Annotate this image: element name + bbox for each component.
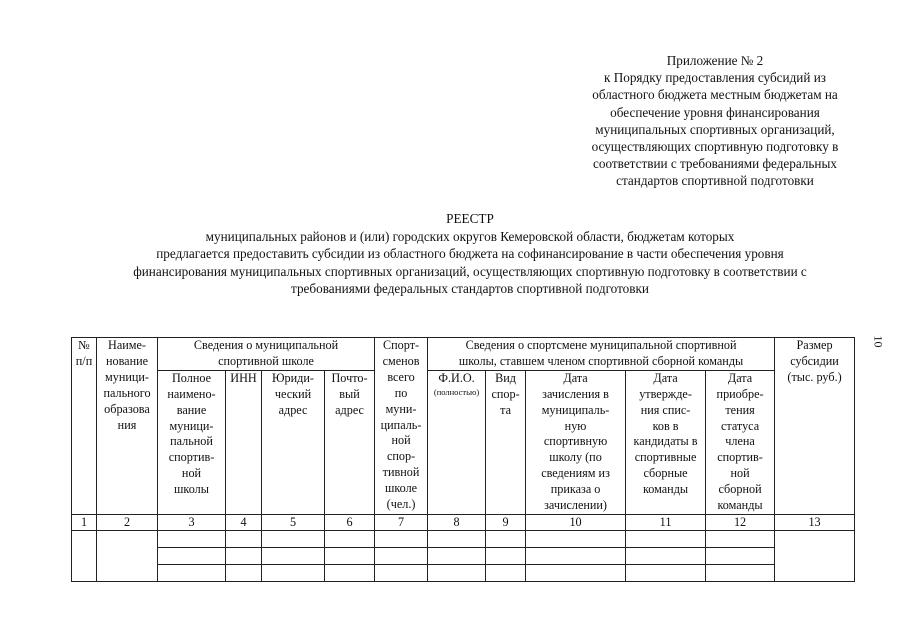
title-line: предлагается предоставить субсидии из областного бюджета на софинансирование в части обеспечения уровня: [156, 246, 784, 261]
empty-cell: [486, 530, 526, 581]
header-athlete-group: Сведения о спортсмене муниципальной спортивной школы, ставшем членом спортивной сборной команды: [428, 338, 775, 371]
column-number: 13: [775, 514, 855, 530]
empty-cell: [97, 530, 158, 581]
header-full-name: Полное наимено- вание муници- пальной спортив- ной школы: [158, 370, 226, 514]
empty-cell: [72, 530, 97, 581]
appendix-line: муниципальных спортивных организаций,: [595, 121, 835, 137]
appendix-line: к Порядку предоставления субсидий из: [604, 70, 826, 86]
header-school-group: Сведения о муниципальной спортивной школе: [158, 338, 375, 371]
column-number: 2: [97, 514, 158, 530]
document-title: [40, 210, 900, 298]
column-number: 11: [626, 514, 706, 530]
registry-table: [71, 337, 855, 582]
header-approve-date: Дата утвержде- ния спис- ков в кандидаты в спортивные сборные команды: [626, 370, 706, 514]
empty-cell: [158, 530, 226, 581]
header-legal-address: Юриди- ческий адрес: [262, 370, 325, 514]
header-fio-label: Ф.И.О.: [438, 370, 475, 385]
title-line: требованиями федеральных стандартов спортивной подготовки: [291, 281, 649, 296]
appendix-line: стандартов спортивной подготовки: [616, 173, 814, 189]
header-athletes-total: Спорт- сменов всего по муни- ципаль- ной спор- тивной школе (чел.): [375, 338, 428, 515]
appendix-line: соответствии с требованиями федеральных: [593, 156, 837, 172]
page-number: 10: [871, 335, 886, 348]
column-numbers-row: [72, 514, 855, 530]
header-fio-note: (полностью): [433, 386, 480, 397]
appendix-line: осуществляющих спортивную подготовку в: [591, 139, 839, 155]
title-line: финансирования муниципальных спортивных организаций, осуществляющих спортивную подготовку в соответствии с: [133, 263, 807, 279]
header-postal-address: Почто- вый адрес: [325, 370, 375, 514]
header-subsidy: Размер субсидии (тыс. руб.): [775, 338, 855, 515]
column-number: 4: [226, 514, 262, 530]
empty-cell: [526, 530, 626, 581]
column-number: 5: [262, 514, 325, 530]
empty-cell: [226, 530, 262, 581]
appendix-line: областного бюджета местным бюджетам на: [592, 87, 838, 103]
column-number: 3: [158, 514, 226, 530]
empty-cell: [262, 530, 325, 581]
column-number: 12: [706, 514, 775, 530]
appendix-line: обеспечение уровня финансирования: [610, 104, 820, 120]
appendix-line: Приложение № 2: [666, 53, 764, 68]
title-line: муниципальных районов и (или) городских округов Кемеровской области, бюджетам которых: [205, 228, 735, 244]
column-number: 10: [526, 514, 626, 530]
empty-cell: [626, 530, 706, 581]
header-status-date: Дата приобре- тения статуса члена спортив- ной сборной команды: [706, 370, 775, 514]
column-number: 6: [325, 514, 375, 530]
empty-cell: [706, 530, 775, 581]
header-sport: Вид спор- та: [486, 370, 526, 514]
empty-cell: [375, 530, 428, 581]
title-heading: РЕЕСТР: [446, 211, 494, 226]
column-number: 8: [428, 514, 486, 530]
header-fio: [428, 370, 486, 514]
header-enroll-date: Дата зачисления в муниципаль- ную спортивную школу (по сведениям из приказа о зачислении): [526, 370, 626, 514]
header-municipality: Наиме- нование муници- пального образова ния: [97, 338, 158, 515]
column-number: 1: [72, 514, 97, 530]
empty-cell: [325, 530, 375, 581]
appendix-block: [545, 52, 885, 190]
column-number: 9: [486, 514, 526, 530]
empty-data-row: [72, 530, 855, 581]
header-num: № п/п: [72, 338, 97, 515]
header-inn: ИНН: [226, 370, 262, 514]
empty-cell: [428, 530, 486, 581]
empty-cell: [775, 530, 855, 581]
column-number: 7: [375, 514, 428, 530]
